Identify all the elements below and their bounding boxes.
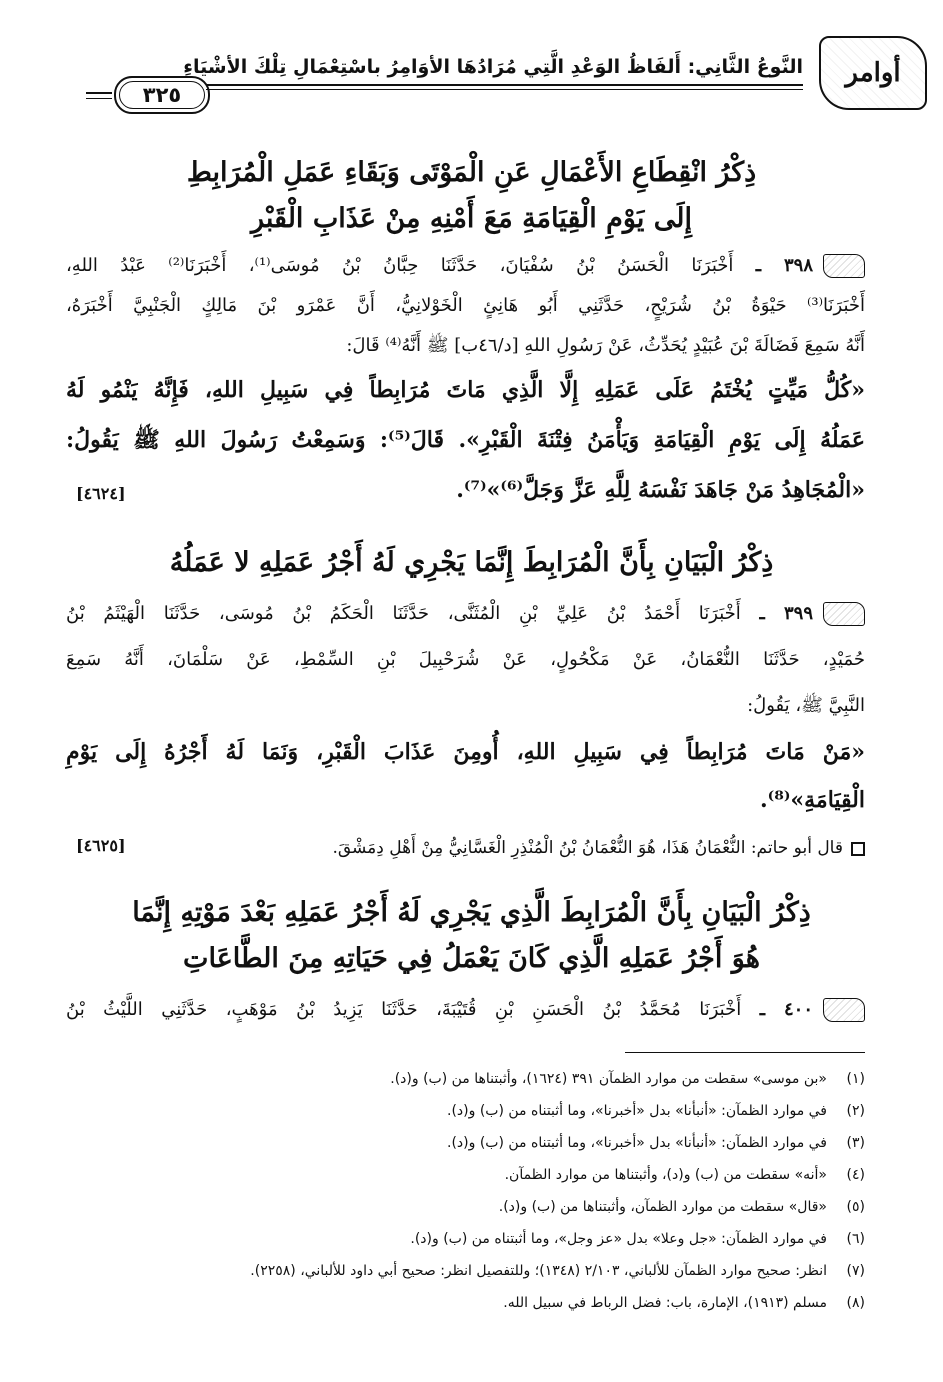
hadith-line: حُمَيْدٍ، حَدَّثَنَا النُّعْمَانُ، عَنْ مَكْحُولٍ، عَنْ شُرَحْبِيلَ بْنِ السِّمْطِ، عَنْ سَلْمَانَ، أَنَّهُ سَمِعَ: [66, 649, 865, 670]
hadith-line: أَنَّهُ سَمِعَ فَضَالَةَ بْنَ عُبَيْدٍ يُحَدِّثُ، عَنْ رَسُولِ اللهِ [د/٤٦ب] ﷺ أَنَّهُ⁽⁴⁾ قَالَ:: [346, 335, 865, 356]
hadith-text: الْقِيَامَةِ»⁽⁸⁾.: [759, 787, 865, 813]
chapter-heading: ذِكْرُ الْبَيَانِ بِأَنَّ الْمُرَابِطَ الَّذِي يَجْرِي لَهُ أَجْرُ عَمَلِهِ بَعْدَ مَوْتِهِ إِنَّمَا هُوَ أَجْرُ عَمَلِهِ الَّذِي كَانَ يَعْمَلُ فِي حَيَاتِهِ مِنَ الطَّاعَاتِ: [132, 897, 811, 974]
square-bullet-icon: [851, 842, 865, 856]
hadith-text: «الْمُجَاهِدُ مَنْ جَاهَدَ نَفْسَهُ لِلَّهِ عَزَّ وَجَلَّ⁽⁶⁾»⁽⁷⁾.: [456, 477, 865, 503]
footnote: (٨)مسلم (١٩١٣)، الإمارة، باب: فضل الرباط في سبيل الله.: [503, 1295, 865, 1311]
footnote-separator: [625, 1052, 865, 1053]
footnote: (٣)في موارد الظمآن: «أنبأنا» بدل «أخبرنا»، وما أثبتناه من (ب) و(د).: [447, 1135, 865, 1151]
header-rule: [206, 84, 803, 86]
page-header: [86, 40, 913, 110]
hadith-line: أَخْبَرَنَا⁽³⁾ حَيْوَةُ بْنُ شُرَيْحٍ، حَدَّثَنِي أَبُو هَانِئٍ الْخَوْلانِيُّ، أَنَّ عَمْرَو بْنَ مَالِكٍ الْجَنْبِيَّ أَخْبَرَهُ،: [66, 295, 865, 316]
hadith-reference: [٤٦٢٤]: [76, 484, 126, 503]
hadith-text: «كُلُّ مَيِّتٍ يُخْتَمُ عَلَى عَمَلِهِ إِلَّا الَّذِي مَاتَ مُرَابِطاً فِي سَبِيلِ اللهِ، فَإِنَّهُ يَنْمُو لَهُ: [66, 377, 865, 403]
footnote: (٥)«قال» سقطت من موارد الظمآن، وأثبتناها من (ب) و(د).: [498, 1199, 865, 1215]
footnote: (٢)في موارد الظمآن: «أنبأنا» بدل «أخبرنا»، وما أثبتناه من (ب) و(د).: [447, 1103, 865, 1119]
hadith-text: «مَنْ مَاتَ مُرَابِطاً فِي سَبِيلِ اللهِ، أُومِنَ عَذَابَ الْقَبْرِ، وَنَمَا لَهُ أَجْرُهُ إِلَى يَوْمِ: [66, 739, 865, 765]
hadith-marker-icon: [823, 254, 865, 278]
book-logo-icon: أوامر: [819, 36, 927, 110]
hadith-line: ٣٩٨ ـ أَخْبَرَنَا الْحَسَنُ بْنُ سُفْيَانَ، حَدَّثَنَا حِبَّانُ بْنُ مُوسَى⁽¹⁾، أَخْبَرَنَا⁽²⁾ عَبْدُ اللهِ،: [66, 248, 865, 284]
header-rule: [86, 98, 112, 99]
hadith-reference: [٤٦٢٥]: [76, 836, 126, 855]
hadith-number: ٤٠٠ ـ: [759, 999, 813, 1020]
hadith-line: ٣٩٩ ـ أَخْبَرَنَا أَحْمَدُ بْنُ عَلِيِّ بْنِ الْمُثَنَّى، حَدَّثَنَا الْحَكَمُ بْنُ مُوسَى، حَدَّثَنَا الْهَيْثَمُ بْنُ: [66, 596, 865, 632]
hadith-marker-icon: [823, 602, 865, 626]
running-title: النَّوعُ الثَّانِي: أَلفَاظُ الوَعْدِ الَّتِي مُرَادُهَا الأوَامِرُ باسْتِعْمَالِ تِلْكَ الأشْيَاءِ: [183, 56, 803, 78]
chapter-heading: ذِكْرُ الْبَيَانِ بِأَنَّ الْمُرَابِطَ إِنَّمَا يَجْرِي لَهُ أَجْرُ عَمَلِهِ لا عَمَلُهُ: [169, 547, 774, 578]
page-number: ٣٢٥: [114, 76, 210, 114]
hadith-line: ٤٠٠ ـ أَخْبَرَنَا مُحَمَّدُ بْنُ الْحَسَنِ بْنِ قُتَيْبَةَ، حَدَّثَنَا يَزِيدُ بْنُ مَوْهَبٍ، حَدَّثَنِي اللَّيْثُ بْنُ: [66, 992, 865, 1028]
hadith-number: ٣٩٩ ـ: [759, 603, 813, 624]
author-note: قال أبو حاتم: النُّعْمَانُ هَذَا، هُوَ النُّعْمَانُ بْنُ الْمُنْذِرِ الْغَسَّانِيُّ مِنْ أَهْلِ دِمَشْقَ.: [66, 830, 865, 866]
hadith-line: النَّبِيَّ ﷺ، يَقُولُ:: [747, 695, 865, 716]
header-rule: [206, 89, 803, 90]
footnote: (٧)انظر: صحيح موارد الظمآن للألباني، ٢/١٠٣ (١٣٤٨)؛ وللتفصيل انظر: صحيح أبي داود للألباني، (٢٢٥٨).: [250, 1263, 865, 1279]
chapter-heading: ذِكْرُ انْقِطَاعِ الأَعْمَالِ عَنِ الْمَوْتَى وَبَقَاءِ عَمَلِ الْمُرَابِطِ إِلَى يَوْمِ الْقِيَامَةِ مَعَ أَمْنِهِ مِنْ عَذَابِ الْقَبْرِ: [186, 157, 757, 234]
footnote: (٤)«أنه» سقطت من (ب) و(د)، وأثبتناها من موارد الظمآن.: [504, 1167, 865, 1183]
footnote: (٦)في موارد الظمآن: «جل وعلا» بدل «عز وجل»، وما أثبتناه من (ب) و(د).: [410, 1231, 865, 1247]
header-rule: [86, 92, 112, 94]
hadith-text: عَمَلُهُ إِلَى يَوْمِ الْقِيَامَةِ وَيَأْمَنُ فِتْنَةَ الْقَبْرِ». قَالَ⁽⁵⁾: وَسَمِعْتُ رَسُولَ اللهِ ﷺ يَقُولُ:: [66, 427, 865, 453]
hadith-number: ٣٩٨ ـ: [755, 255, 814, 276]
footnote: (١)«بن موسى» سقطت من موارد الظمآن ٣٩١ (١٦٢٤)، وأثبتناها من (ب) و(د).: [390, 1071, 865, 1087]
hadith-marker-icon: [823, 998, 865, 1022]
